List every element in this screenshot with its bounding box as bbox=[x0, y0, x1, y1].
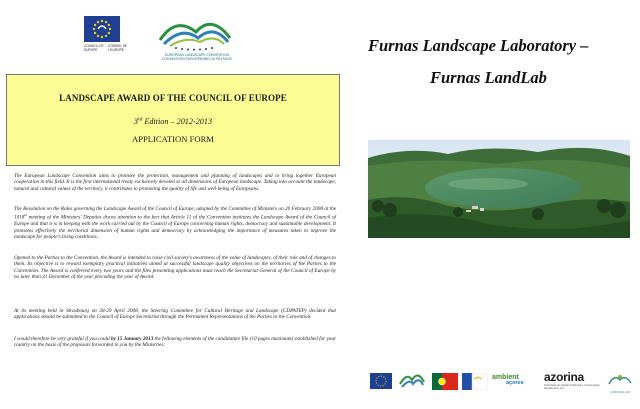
paragraph-5 bbox=[14, 336, 336, 349]
landscape-lab-logo bbox=[608, 372, 632, 392]
edition-number: 3 bbox=[133, 117, 138, 126]
right-title-line-2: Furnas LandLab bbox=[430, 68, 547, 87]
paragraph-4: At its meeting held in Strasbourg on 28-29 April 2008, the Steering Committee for Cultural Heritage and Landscape (CDPATEP) decided that applications should be submitted to the Council of Europe Secretariat through the Permanent Representations of the Parties to the Convention. bbox=[14, 308, 336, 321]
ambient-text: ambient bbox=[492, 374, 519, 381]
landscape-convention-logo bbox=[156, 10, 234, 54]
elc-caption-fr: CONVENTION EUROPÉENNE DU PAYSAGE bbox=[162, 57, 232, 62]
edition-text: Edition – 2012-2013 bbox=[142, 117, 213, 126]
paragraph-2-sup: th bbox=[24, 213, 28, 218]
coe-caption-en: COUNCIL OF EUROPE bbox=[84, 44, 104, 52]
award-title: LANDSCAPE AWARD OF THE COUNCIL OF EUROPE bbox=[59, 93, 287, 103]
paragraph-5-deadline: by 15 January 2013 bbox=[110, 336, 154, 342]
paragraph-2-part-a: The Resolution on the Rules governing the Landscape Award of the Council of Europe, adopted by the Committee of Ministers on 20 February 2008 at the 1018 bbox=[14, 206, 336, 222]
edition-line bbox=[7, 117, 339, 126]
paragraph-3: Opened to the Parties to the Convention, the Award is intended to raise civil society's awareness of the value of landscapes, of their role and of changes to them. Its objective is to reward exemplary practical initiatives aimed at successful landscape quality objectives on the territories of the Parties to the Convention. The Award is conferred every two years and the files presenting applications must reach the Secretariat General of the Council of Europe by no later than 31 December of the year preceding the year of Award. bbox=[14, 255, 336, 280]
paragraph-5-part-a: I would therefore be very grateful if you could bbox=[14, 336, 111, 342]
edition-suffix: rd bbox=[138, 117, 143, 123]
elc-caption-en: EUROPEAN LANDSCAPE CONVENTION bbox=[164, 53, 230, 57]
council-of-europe-logo bbox=[84, 16, 120, 42]
azorina-text: azorina bbox=[544, 370, 584, 384]
acores-text: açores bbox=[506, 380, 524, 386]
landscape-lab-text: LANDSCAPE LAB bbox=[610, 391, 630, 394]
landscape-lab-icon bbox=[608, 372, 632, 386]
portugal-flag-icon bbox=[432, 373, 458, 390]
form-title: APPLICATION FORM bbox=[132, 134, 214, 144]
council-of-europe-small-logo bbox=[370, 373, 392, 389]
paragraph-2-part-b: meeting of the Ministers' Deputies draws attention to the fact that Article 11 of the Convention institutes the Landscape Award of the Council of Europe and that it is in keeping with the work carried out by the Council of Europe concerning human rights, democracy and sustainable development. It promotes effectively the territorial dimension of human rights and democracy by acknowledging the importance of measures taken to improve the landscape for people's living conditions. bbox=[14, 215, 336, 240]
paragraph-5-part-b: the following elements of the candidature file (10 pages maximum) established for your country on the basis of the proposals forwarded to you by the Ministries: bbox=[14, 336, 336, 349]
paragraph-1: The European Landscape Convention aims to promote the protection, management and planning of landscapes and to bring together European cooperation in this field. It is the first international treaty exclusively devoted to all dimensions of European landscape. Taking into account the landscape, natural and cultural values of the territory, it contributes to promoting the quality of life and well-being of Europeans. bbox=[14, 173, 336, 192]
coe-caption-fr: CONSEIL DE L'EUROPE bbox=[108, 44, 128, 52]
paragraph-2 bbox=[14, 206, 336, 240]
award-title-box bbox=[6, 74, 340, 166]
eu-stars-icon bbox=[92, 19, 112, 39]
furnas-lake-photo bbox=[368, 140, 630, 238]
right-title-line-1: Furnas Landscape Laboratory – bbox=[368, 36, 589, 55]
azorina-subtitle: Sociedade de Gestão Ambiental e Conservação da Natureza, S.A. bbox=[544, 384, 600, 390]
elc-caption bbox=[152, 53, 242, 61]
azores-flag-icon bbox=[462, 373, 488, 390]
azorina-logo bbox=[544, 370, 600, 390]
sponsor-logo-strip bbox=[368, 370, 636, 398]
coe-caption bbox=[84, 44, 136, 52]
ambient-acores-logo bbox=[492, 374, 524, 386]
landscape-convention-small-logo bbox=[398, 370, 426, 392]
